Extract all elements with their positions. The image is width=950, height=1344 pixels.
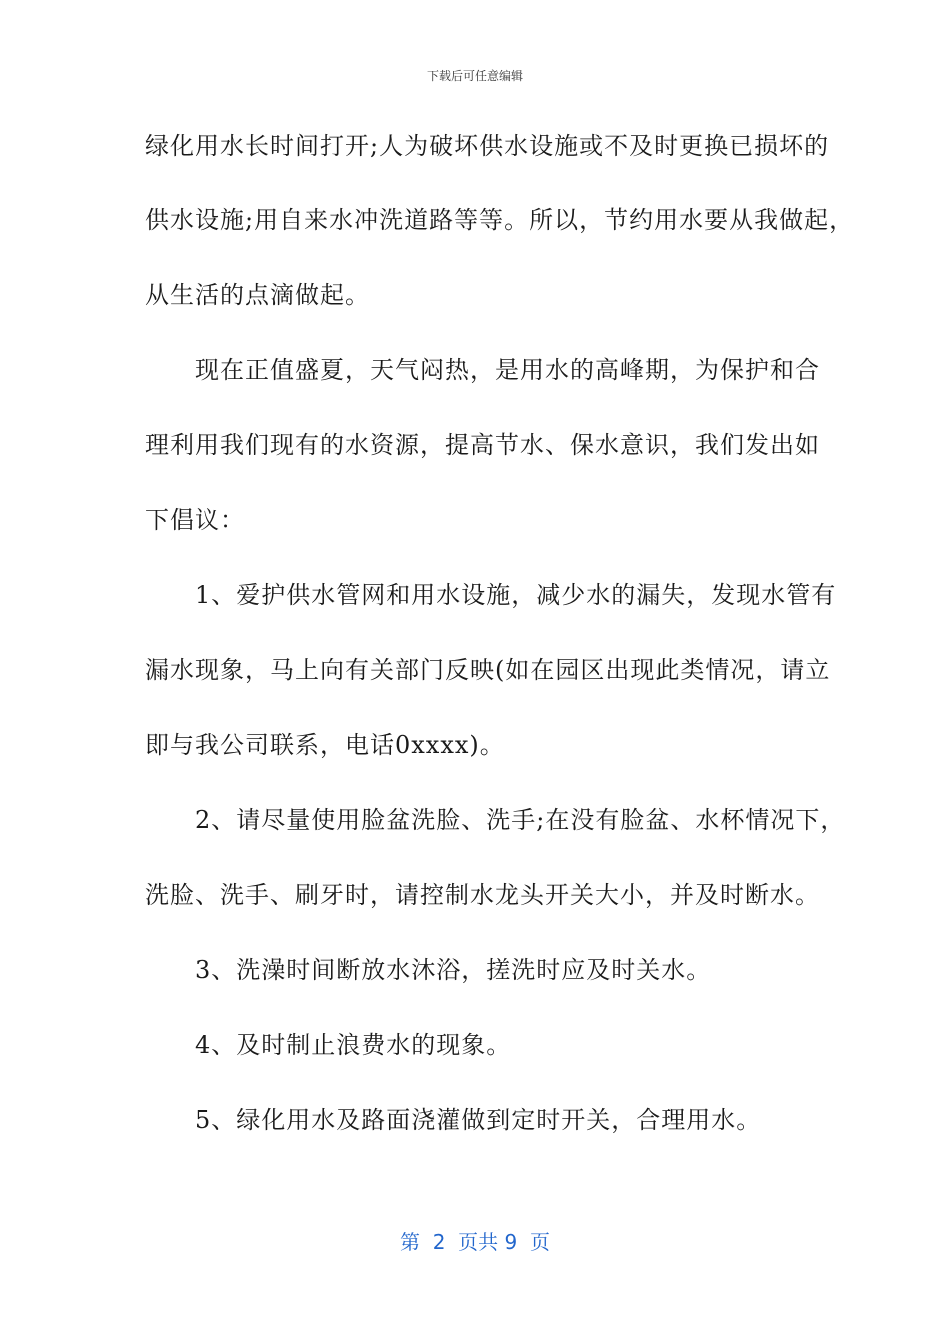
body-line: 供水设施;用自来水冲洗道路等等。所以，节约用水要从我做起， (145, 206, 855, 234)
body-line: 5、绿化用水及路面浇灌做到定时开关，合理用水。 (145, 1106, 762, 1134)
body-line: 现在正值盛夏，天气闷热，是用水的高峰期，为保护和合 (145, 356, 820, 384)
body-line: 洗脸、洗手、刷牙时，请控制水龙头开关大小，并及时断水。 (145, 881, 820, 909)
body-line: 从生活的点滴做起。 (145, 281, 370, 309)
body-line: 4、及时制止浪费水的现象。 (145, 1031, 512, 1059)
body-line: 理利用我们现有的水资源，提高节水、保水意识，我们发出如 (145, 431, 820, 459)
body-line: 漏水现象，马上向有关部门反映(如在园区出现此类情况，请立 (145, 656, 831, 684)
body-line: 即与我公司联系，电话0xxxx)。 (145, 731, 505, 759)
body-line: 3、洗澡时间断放水沐浴，搓洗时应及时关水。 (145, 956, 712, 984)
body-line: 2、请尽量使用脸盆洗脸、洗手;在没有脸盆、水杯情况下， (145, 806, 846, 834)
body-line: 绿化用水长时间打开;人为破坏供水设施或不及时更换已损坏的 (145, 132, 830, 160)
body-line: 1、爱护供水管网和用水设施，减少水的漏失，发现水管有 (145, 581, 837, 609)
header-note: 下载后可任意编辑 (426, 69, 523, 83)
page-number-footer: 第 2 页共 9 页 (400, 1230, 550, 1254)
body-line: 下倡议： (145, 506, 245, 534)
